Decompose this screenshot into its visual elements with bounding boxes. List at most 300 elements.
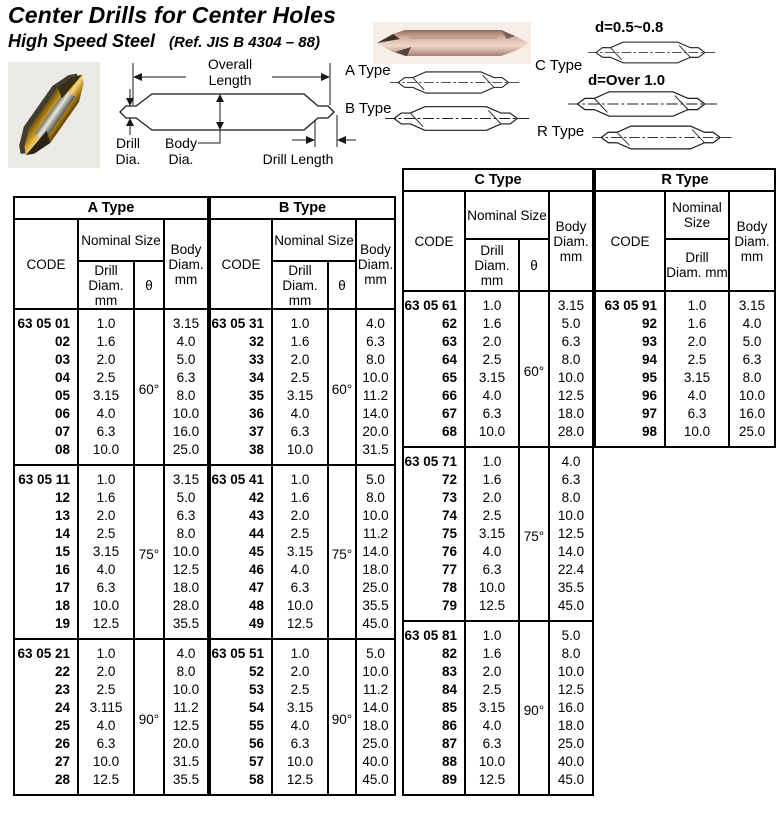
drill-diam-cell: 2.5 [665, 351, 729, 369]
r-type-label: R Type [537, 123, 585, 140]
code-cell: 65 [403, 369, 465, 387]
table-row [14, 369, 208, 387]
body-diam-cell: 8.0 [164, 387, 208, 405]
body-diam-cell: 35.5 [356, 597, 395, 615]
body-diam-cell: 20.0 [356, 423, 395, 441]
code-cell: 63 05 11 [14, 465, 78, 489]
code-cell: 82 [403, 645, 465, 663]
body-diam-cell: 28.0 [164, 597, 208, 615]
drill-dia-label: Drill Dia. [115, 135, 141, 167]
body-diam-cell: 14.0 [549, 543, 593, 561]
table-row [210, 579, 395, 597]
theta-header: θ [134, 261, 164, 309]
theta-cell: 90° [519, 621, 549, 795]
code-cell: 38 [210, 441, 272, 465]
body-diam-cell: 16.0 [729, 405, 775, 423]
table-row [210, 507, 395, 525]
c-type-large-d-drawing [568, 85, 718, 123]
code-cell: 32 [210, 333, 272, 351]
drill-diam-cell: 6.3 [465, 405, 519, 423]
table-row [595, 369, 775, 387]
table-row [595, 423, 775, 447]
code-cell: 79 [403, 597, 465, 621]
table-row [403, 333, 593, 351]
drill-diam-cell: 12.5 [78, 771, 134, 795]
code-cell: 05 [14, 387, 78, 405]
code-cell: 46 [210, 561, 272, 579]
code-cell: 02 [14, 333, 78, 351]
drill-diam-cell: 6.3 [78, 735, 134, 753]
code-cell: 55 [210, 717, 272, 735]
body-diam-cell: 18.0 [164, 579, 208, 597]
table-row [403, 681, 593, 699]
body-diam-cell: 18.0 [549, 717, 593, 735]
theta-cell: 75° [519, 447, 549, 621]
a-type-drawing [390, 66, 520, 99]
drill-diam-cell: 2.5 [272, 369, 328, 387]
body-diam-cell: 3.15 [164, 465, 208, 489]
code-cell: 04 [14, 369, 78, 387]
body-diam-cell: 11.2 [356, 525, 395, 543]
code-cell: 54 [210, 699, 272, 717]
table-row [210, 423, 395, 441]
table-row [403, 753, 593, 771]
drill-diam-cell: 6.3 [465, 561, 519, 579]
code-cell: 47 [210, 579, 272, 597]
table-row [210, 639, 395, 663]
drill-diam-cell: 2.5 [78, 681, 134, 699]
drill-diam-cell: 6.3 [272, 423, 328, 441]
body-diam-cell: 3.15 [729, 291, 775, 315]
code-cell: 57 [210, 753, 272, 771]
drill-diam-cell: 1.6 [78, 489, 134, 507]
drill-diam-cell: 3.15 [272, 543, 328, 561]
table-row [595, 387, 775, 405]
table-row [210, 369, 395, 387]
code-cell: 17 [14, 579, 78, 597]
body-diam-header: Body Diam. mm [356, 219, 395, 309]
table-row [14, 465, 208, 489]
drill-diam-cell: 1.0 [465, 447, 519, 471]
table-row [210, 681, 395, 699]
table-row [210, 663, 395, 681]
c-type-small-d-drawing [588, 36, 716, 69]
code-cell: 34 [210, 369, 272, 387]
table-row [14, 579, 208, 597]
table-row [14, 387, 208, 405]
drill-diam-cell: 2.0 [272, 663, 328, 681]
body-diam-cell: 5.0 [729, 333, 775, 351]
code-cell: 12 [14, 489, 78, 507]
code-cell: 94 [595, 351, 665, 369]
body-diam-cell: 6.3 [356, 333, 395, 351]
page-subtitle: High Speed Steel [8, 31, 156, 51]
code-cell: 62 [403, 315, 465, 333]
drill-diam-cell: 12.5 [465, 597, 519, 621]
body-diam-cell: 11.2 [356, 387, 395, 405]
drill-diam-cell: 10.0 [272, 441, 328, 465]
body-diam-cell: 8.0 [549, 489, 593, 507]
body-diam-cell: 11.2 [356, 681, 395, 699]
code-cell: 64 [403, 351, 465, 369]
table-row [403, 471, 593, 489]
drill-diam-cell: 3.15 [272, 387, 328, 405]
drill-diam-cell: 1.6 [78, 333, 134, 351]
drill-diam-cell: 6.3 [78, 423, 134, 441]
drill-diam-cell: 4.0 [272, 405, 328, 423]
table-row [14, 423, 208, 441]
code-cell: 36 [210, 405, 272, 423]
code-cell: 84 [403, 681, 465, 699]
table-row [403, 387, 593, 405]
drill-diam-cell: 1.0 [465, 621, 519, 645]
drill-diam-cell: 2.5 [465, 351, 519, 369]
table-row [210, 333, 395, 351]
body-diam-cell: 10.0 [549, 507, 593, 525]
drill-diam-cell: 3.15 [465, 369, 519, 387]
code-header: CODE [210, 219, 272, 309]
code-cell: 42 [210, 489, 272, 507]
drill-diam-cell: 4.0 [465, 387, 519, 405]
body-diam-cell: 5.0 [164, 489, 208, 507]
table-row [210, 753, 395, 771]
body-diam-cell: 5.0 [356, 465, 395, 489]
drill-diam-cell: 2.0 [78, 507, 134, 525]
code-cell: 96 [595, 387, 665, 405]
c-type-table [402, 168, 594, 796]
body-diam-cell: 31.5 [356, 441, 395, 465]
body-diam-cell: 5.0 [356, 639, 395, 663]
drill-diam-cell: 6.3 [272, 579, 328, 597]
body-diam-cell: 8.0 [356, 489, 395, 507]
theta-cell: 90° [134, 639, 164, 795]
drill-diam-cell: 3.15 [78, 387, 134, 405]
body-diam-cell: 6.3 [164, 369, 208, 387]
drill-diam-cell: 1.0 [78, 465, 134, 489]
theta-cell: 90° [328, 639, 356, 795]
r-type-table [594, 168, 776, 448]
code-cell: 37 [210, 423, 272, 441]
code-cell: 74 [403, 507, 465, 525]
drill-diam-cell: 2.5 [465, 507, 519, 525]
body-diam-cell: 10.0 [164, 543, 208, 561]
drill-diam-cell: 2.0 [78, 351, 134, 369]
body-diam-cell: 35.5 [549, 579, 593, 597]
table-row [403, 507, 593, 525]
code-cell: 93 [595, 333, 665, 351]
code-cell: 43 [210, 507, 272, 525]
body-diam-cell: 3.15 [549, 291, 593, 315]
body-diam-cell: 6.3 [549, 333, 593, 351]
code-cell: 45 [210, 543, 272, 561]
drill-diam-cell: 10.0 [465, 579, 519, 597]
table-row [14, 309, 208, 333]
drill-diam-cell: 2.0 [272, 351, 328, 369]
table-row [14, 543, 208, 561]
drill-diam-cell: 2.0 [465, 333, 519, 351]
table-row [403, 315, 593, 333]
page-title: Center Drills for Center Holes [8, 2, 337, 28]
body-diam-cell: 8.0 [549, 351, 593, 369]
center-drill-photo-gold [8, 62, 100, 168]
code-cell: 63 05 51 [210, 639, 272, 663]
nominal-size-header: Nominal Size [272, 219, 356, 261]
table-row [595, 405, 775, 423]
code-cell: 58 [210, 771, 272, 795]
code-cell: 98 [595, 423, 665, 447]
body-diam-cell: 8.0 [729, 369, 775, 387]
table-row [403, 735, 593, 753]
body-diam-cell: 12.5 [164, 561, 208, 579]
drill-diam-cell: 2.5 [272, 525, 328, 543]
body-diam-cell: 5.0 [164, 351, 208, 369]
code-cell: 06 [14, 405, 78, 423]
body-diam-cell: 4.0 [164, 639, 208, 663]
code-cell: 63 05 41 [210, 465, 272, 489]
nominal-size-header: Nominal Size [78, 219, 164, 261]
body-diam-cell: 45.0 [356, 771, 395, 795]
drill-diam-cell: 12.5 [272, 615, 328, 639]
table-row [210, 525, 395, 543]
body-diam-cell: 5.0 [549, 621, 593, 645]
code-cell: 15 [14, 543, 78, 561]
body-diam-cell: 14.0 [356, 405, 395, 423]
table-row [210, 489, 395, 507]
drill-diam-header: Drill Diam. mm [665, 239, 729, 291]
table-row [210, 309, 395, 333]
table-row [403, 621, 593, 645]
table-row [14, 699, 208, 717]
drill-diam-cell: 2.5 [465, 681, 519, 699]
body-diam-cell: 5.0 [549, 315, 593, 333]
code-cell: 87 [403, 735, 465, 753]
code-cell: 63 05 01 [14, 309, 78, 333]
drill-diam-cell: 1.6 [465, 471, 519, 489]
table-row [595, 333, 775, 351]
drill-diam-cell: 2.0 [665, 333, 729, 351]
drill-diam-cell: 2.5 [78, 369, 134, 387]
code-cell: 35 [210, 387, 272, 405]
table-row [403, 645, 593, 663]
body-diam-header: Body Diam. mm [164, 219, 208, 309]
table-row [403, 771, 593, 795]
code-cell: 73 [403, 489, 465, 507]
code-cell: 03 [14, 351, 78, 369]
body-diam-cell: 10.0 [356, 369, 395, 387]
table-row [403, 597, 593, 621]
drill-diam-cell: 10.0 [272, 597, 328, 615]
body-diam-cell: 18.0 [356, 561, 395, 579]
body-diam-cell: 4.0 [356, 309, 395, 333]
table-row [14, 351, 208, 369]
table-row [14, 489, 208, 507]
table-row [14, 771, 208, 795]
code-cell: 24 [14, 699, 78, 717]
drill-diam-cell: 3.15 [272, 699, 328, 717]
code-cell: 22 [14, 663, 78, 681]
body-diam-cell: 40.0 [356, 753, 395, 771]
table-row [210, 465, 395, 489]
drill-diam-cell: 3.15 [78, 543, 134, 561]
drill-diam-header: Drill Diam. mm [272, 261, 328, 309]
body-diam-cell: 12.5 [549, 387, 593, 405]
theta-header: θ [328, 261, 356, 309]
theta-cell: 60° [328, 309, 356, 465]
body-diam-header: Body Diam. mm [729, 191, 775, 291]
table-row [595, 291, 775, 315]
drill-diam-cell: 6.3 [272, 735, 328, 753]
table-row [14, 681, 208, 699]
body-dia-label: Body Dia. [165, 135, 197, 167]
body-diam-cell: 20.0 [164, 735, 208, 753]
drill-length-label: Drill Length [262, 151, 334, 167]
table-row [403, 423, 593, 447]
drill-diam-cell: 1.6 [665, 315, 729, 333]
table-row [403, 579, 593, 597]
code-cell: 07 [14, 423, 78, 441]
table-title: A Type [14, 197, 208, 219]
body-diam-cell: 40.0 [549, 753, 593, 771]
c-type-small-d-note: d=0.5~0.8 [595, 19, 664, 36]
body-diam-cell: 10.0 [549, 663, 593, 681]
code-header: CODE [14, 219, 78, 309]
body-diam-cell: 8.0 [356, 351, 395, 369]
code-cell: 25 [14, 717, 78, 735]
body-diam-cell: 16.0 [549, 699, 593, 717]
r-type-drawing [585, 120, 740, 155]
center-drill-photo-steel [373, 22, 531, 64]
overall-length-label: Overall Length [207, 56, 253, 88]
cr-tables-section [402, 168, 776, 796]
table-row [210, 771, 395, 795]
table-row [210, 735, 395, 753]
a-type-table [13, 196, 209, 796]
drill-diam-header: Drill Diam. mm [78, 261, 134, 309]
code-cell: 08 [14, 441, 78, 465]
table-row [210, 387, 395, 405]
drill-diam-cell: 4.0 [272, 717, 328, 735]
theta-header: θ [519, 239, 549, 291]
code-cell: 28 [14, 771, 78, 795]
table-row [14, 735, 208, 753]
body-diam-cell: 10.0 [164, 405, 208, 423]
body-diam-cell: 45.0 [356, 615, 395, 639]
code-cell: 83 [403, 663, 465, 681]
drill-diam-cell: 6.3 [78, 579, 134, 597]
drill-diam-cell: 2.0 [272, 507, 328, 525]
code-cell: 68 [403, 423, 465, 447]
body-diam-cell: 14.0 [356, 543, 395, 561]
body-diam-cell: 12.5 [549, 681, 593, 699]
table-row [14, 507, 208, 525]
table-row [403, 351, 593, 369]
code-cell: 26 [14, 735, 78, 753]
code-cell: 23 [14, 681, 78, 699]
body-diam-cell: 25.0 [356, 735, 395, 753]
drill-diam-cell: 10.0 [665, 423, 729, 447]
drill-diam-cell: 10.0 [78, 753, 134, 771]
code-cell: 18 [14, 597, 78, 615]
drill-diam-cell: 4.0 [465, 717, 519, 735]
table-row [210, 561, 395, 579]
table-row [403, 717, 593, 735]
table-row [403, 525, 593, 543]
table-row [14, 663, 208, 681]
code-cell: 63 05 71 [403, 447, 465, 471]
table-row [403, 369, 593, 387]
theta-cell: 75° [134, 465, 164, 639]
body-diam-cell: 31.5 [164, 753, 208, 771]
drill-diam-cell: 12.5 [78, 615, 134, 639]
code-cell: 92 [595, 315, 665, 333]
code-cell: 97 [595, 405, 665, 423]
table-row [14, 753, 208, 771]
drill-diam-cell: 1.6 [465, 645, 519, 663]
body-diam-cell: 10.0 [356, 507, 395, 525]
code-cell: 52 [210, 663, 272, 681]
body-diam-cell: 14.0 [356, 699, 395, 717]
table-row [403, 543, 593, 561]
code-cell: 48 [210, 597, 272, 615]
code-cell: 13 [14, 507, 78, 525]
table-row [403, 447, 593, 471]
body-diam-cell: 45.0 [549, 771, 593, 795]
table-row [14, 441, 208, 465]
b-type-table [209, 196, 396, 796]
drill-diam-cell: 2.5 [272, 681, 328, 699]
body-diam-header: Body Diam. mm [549, 191, 593, 291]
body-diam-cell: 18.0 [356, 717, 395, 735]
body-diam-cell: 8.0 [164, 663, 208, 681]
table-row [14, 615, 208, 639]
table-row [210, 351, 395, 369]
drill-diam-cell: 1.0 [272, 465, 328, 489]
code-cell: 63 05 91 [595, 291, 665, 315]
drill-diam-cell: 4.0 [78, 561, 134, 579]
code-cell: 63 05 81 [403, 621, 465, 645]
drill-diam-cell: 10.0 [465, 423, 519, 447]
body-diam-cell: 8.0 [164, 525, 208, 543]
dimension-diagram [100, 55, 358, 170]
table-row [403, 405, 593, 423]
code-cell: 89 [403, 771, 465, 795]
drill-diam-header: Drill Diam. mm [465, 239, 519, 291]
theta-cell: 60° [134, 309, 164, 465]
body-diam-cell: 4.0 [549, 447, 593, 471]
drill-diam-cell: 10.0 [272, 753, 328, 771]
c-type-label: C Type [535, 57, 583, 74]
table-row [403, 291, 593, 315]
code-cell: 95 [595, 369, 665, 387]
code-cell: 86 [403, 717, 465, 735]
drill-diam-cell: 3.15 [465, 699, 519, 717]
code-cell: 78 [403, 579, 465, 597]
drill-diam-cell: 1.6 [272, 489, 328, 507]
body-diam-cell: 3.15 [164, 309, 208, 333]
table-row [595, 351, 775, 369]
theta-cell: 75° [328, 465, 356, 639]
table-row [210, 597, 395, 615]
drill-diam-cell: 2.5 [78, 525, 134, 543]
drill-diam-cell: 6.3 [465, 735, 519, 753]
code-cell: 63 05 21 [14, 639, 78, 663]
code-cell: 49 [210, 615, 272, 639]
code-cell: 19 [14, 615, 78, 639]
drill-diam-cell: 3.115 [78, 699, 134, 717]
code-cell: 14 [14, 525, 78, 543]
drill-diam-cell: 1.6 [465, 315, 519, 333]
table-row [14, 333, 208, 351]
